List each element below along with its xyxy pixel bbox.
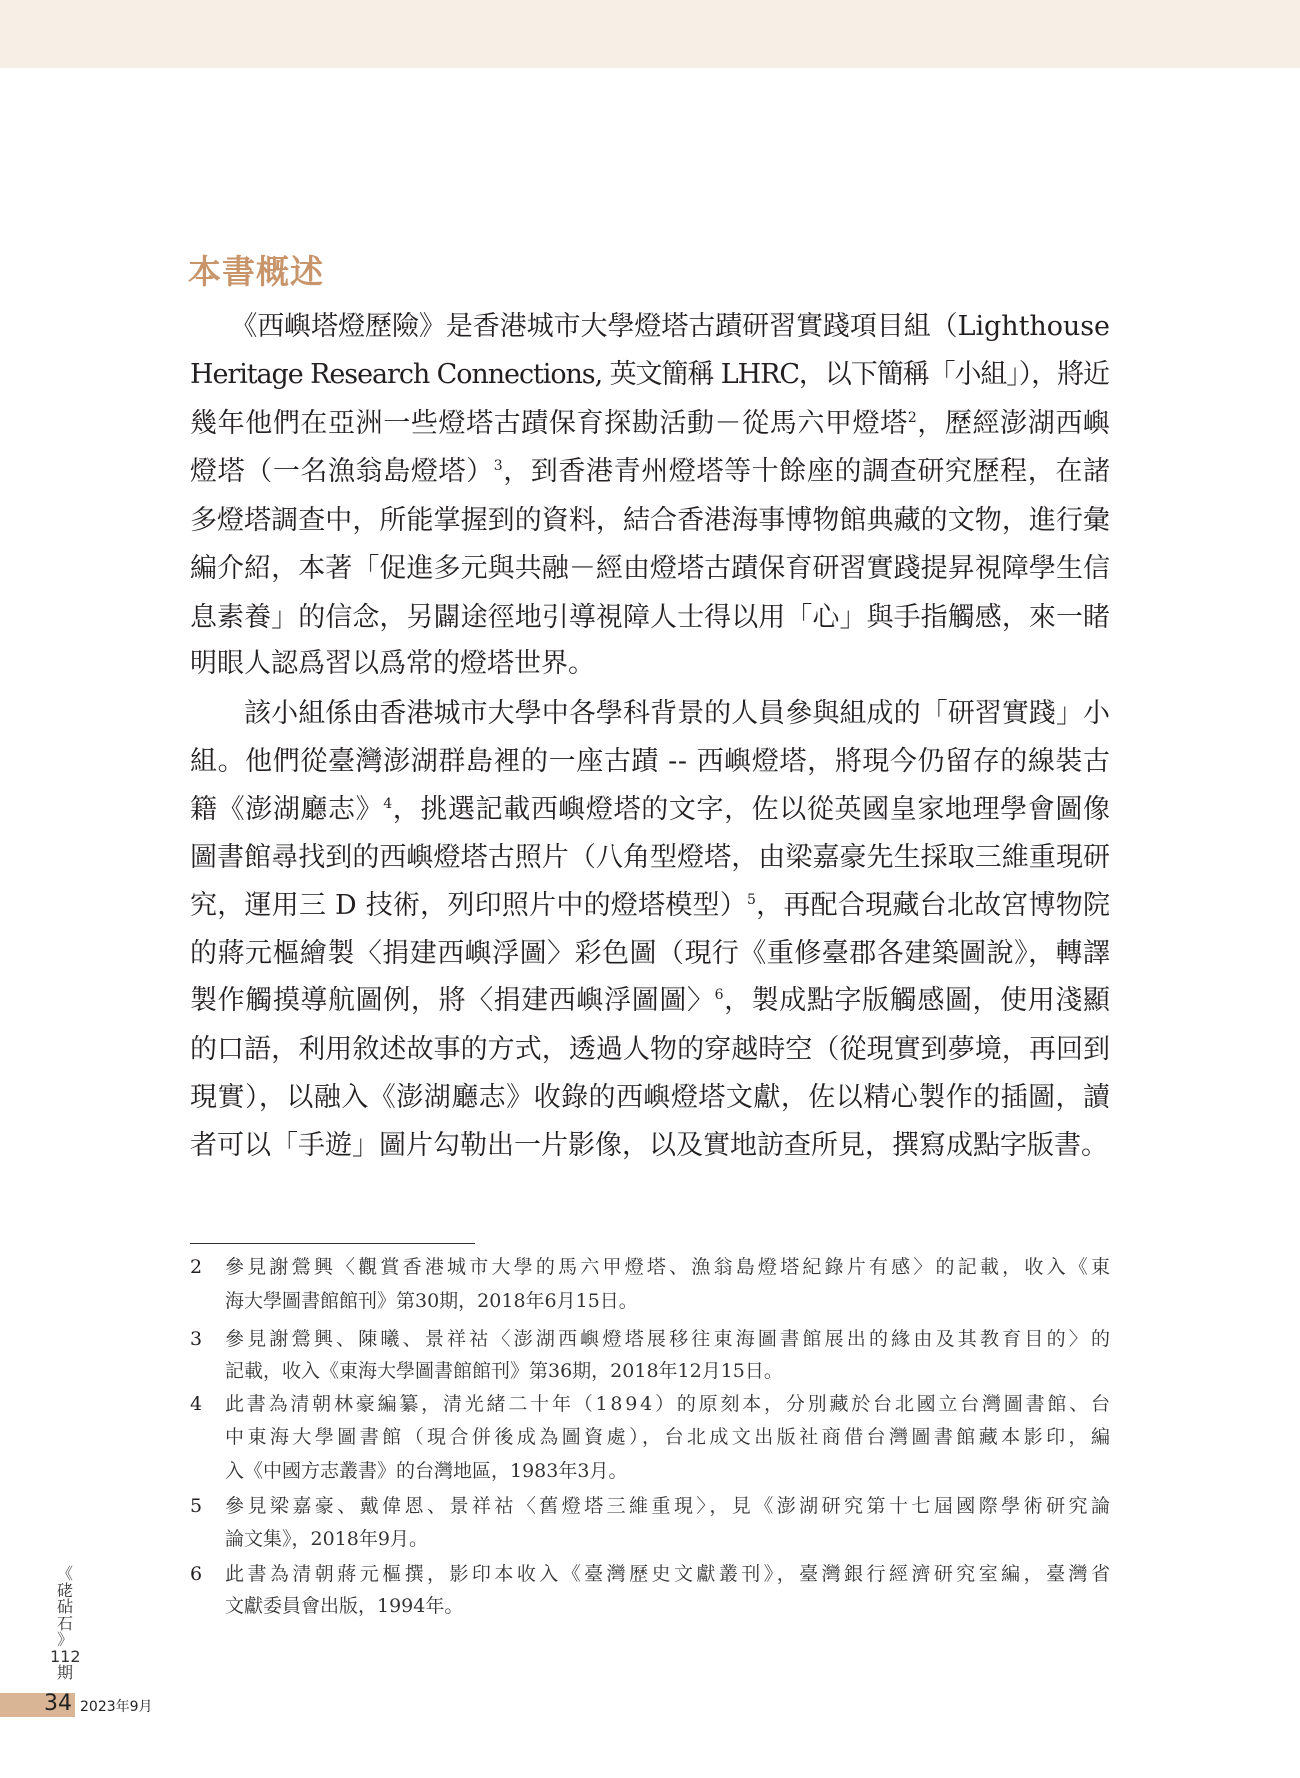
text-run: 的蔣元樞繪製〈捐建西嶼浮圖〉彩色圖（現行《重修臺郡各建築圖說》，轉譯 bbox=[190, 938, 1111, 969]
footnote-number: 6 bbox=[190, 1563, 203, 1585]
footnote-ref: 3 bbox=[493, 458, 504, 474]
journal-char: 《 bbox=[56, 1564, 73, 1583]
footnote-line: 參見梁嘉豪、戴偉恩、景祥祜〈舊燈塔三維重現〉，見《澎湖研究第十七屆國際學術研究論 bbox=[225, 1495, 1114, 1517]
journal-char: 砧 bbox=[56, 1597, 73, 1616]
footnote-line: 文獻委員會出版，1994年。 bbox=[225, 1595, 464, 1617]
journal-char: 112 bbox=[50, 1646, 81, 1666]
body-line bbox=[190, 697, 1110, 731]
text-run: 的口語，利用敘述故事的方式，透過人物的穿越時空（從現實到夢境，再回到 bbox=[190, 1034, 1111, 1065]
footnote-line: 參見謝鶯興〈觀賞香港城市大學的馬六甲燈塔、漁翁島燈塔紀錄片有感〉的記載，收入《東 bbox=[225, 1256, 1114, 1278]
text-run: 息素養」的信念，另闢途徑地引導視障人士得以用「心」與手指觸感，來一睹 bbox=[190, 602, 1111, 633]
text-run: ，製成點字版觸感圖，使用淺顯 bbox=[724, 985, 1111, 1016]
text-run: ，挑選記載西嶼燈塔的文字，佐以從英國皇家地理學會圖像 bbox=[392, 794, 1111, 825]
body-line bbox=[190, 793, 1111, 827]
footnote-divider bbox=[190, 1243, 475, 1244]
text-run: 幾年他們在亞洲一些燈塔古蹟保育探勘活動－從馬六甲燈塔 bbox=[190, 408, 908, 439]
footnote-number: 3 bbox=[190, 1328, 203, 1350]
header-band bbox=[0, 0, 1300, 68]
text-run: ，再配合現藏台北故宮博物院 bbox=[756, 890, 1111, 921]
footnote-number: 5 bbox=[190, 1495, 203, 1517]
body-line bbox=[190, 1129, 1108, 1163]
body-line bbox=[190, 504, 1110, 538]
journal-char: 石 bbox=[56, 1613, 73, 1633]
footnote-ref: 6 bbox=[714, 987, 725, 1003]
body-line bbox=[190, 1081, 1110, 1115]
body-line bbox=[190, 984, 1111, 1018]
footnote-line: 參見謝鶯興、陳曦、景祥祜〈澎湖西嶼燈塔展移往東海圖書館展出的緣由及其教育目的〉的 bbox=[225, 1328, 1114, 1350]
journal-char: 期 bbox=[56, 1663, 73, 1682]
text-run: Heritage Research Connections, 英文簡稱 LHRC，以下簡稱「小組」），將近 bbox=[190, 359, 1109, 390]
body-line bbox=[190, 310, 1110, 344]
section-title: 本書概述 bbox=[188, 252, 324, 291]
page-number: 34 bbox=[44, 1691, 72, 1716]
footnote-line: 中東海大學圖書館（現合併後成為圖資處），台北成文出版社商借台灣圖書館藏本影印，編 bbox=[225, 1426, 1114, 1448]
text-run: 現實），以融入《澎湖廳志》收錄的西嶼燈塔文獻，佐以精心製作的插圖，讀 bbox=[190, 1082, 1111, 1113]
text-run: 籍《澎湖廳志》 bbox=[190, 794, 384, 825]
footnote-line: 此書為清朝林豪編纂，清光緒二十年（1894）的原刻本，分別藏於台北國立台灣圖書館、台 bbox=[225, 1393, 1113, 1415]
text-run: 《西嶼塔燈歷險》是香港城市大學燈塔古蹟研習實踐項目組（Lighthouse bbox=[190, 311, 1110, 342]
body-line bbox=[190, 455, 1111, 489]
journal-char: 硓 bbox=[56, 1580, 73, 1600]
text-run: 圖書館尋找到的西嶼燈塔古照片（八角型燈塔，由梁嘉豪先生採取三維重現研 bbox=[190, 842, 1111, 873]
footnote-line: 海大學圖書館館刊》第30期，2018年6月15日。 bbox=[225, 1290, 638, 1312]
text-run: 明眼人認爲習以爲常的燈塔世界。 bbox=[190, 648, 595, 679]
text-run: 究，運用三 D 技術，列印照片中的燈塔模型） bbox=[190, 890, 748, 921]
footnote-ref: 2 bbox=[907, 410, 918, 426]
body-line bbox=[190, 407, 1111, 441]
body-line bbox=[190, 889, 1110, 923]
footnote-line: 記載，收入《東海大學圖書館館刊》第36期，2018年12月15日。 bbox=[225, 1360, 783, 1382]
body-line bbox=[190, 358, 1109, 392]
text-run: 多燈塔調查中，所能掌握到的資料，結合香港海事博物館典藏的文物，進行彙 bbox=[190, 505, 1111, 536]
text-run: 該小組係由香港城市大學中各學科背景的人員參與組成的「研習實踐」小 bbox=[190, 698, 1111, 729]
body-line bbox=[190, 937, 1110, 971]
journal-name-vertical bbox=[50, 1566, 80, 1682]
journal-char: 》 bbox=[56, 1630, 73, 1649]
text-run: ，歷經澎湖西嶼 bbox=[917, 408, 1111, 439]
body-line bbox=[190, 647, 595, 681]
body-line bbox=[190, 552, 1110, 586]
footnote-line: 論文集》，2018年9月。 bbox=[225, 1528, 428, 1550]
body-line bbox=[190, 1033, 1110, 1067]
body-line bbox=[190, 745, 1111, 779]
text-run: 燈塔（一名漁翁島燈塔） bbox=[190, 456, 494, 487]
footnote-ref: 5 bbox=[747, 892, 757, 908]
text-run: ，到香港青州燈塔等十餘座的調查研究歷程，在諸 bbox=[503, 456, 1111, 487]
footnote-number: 2 bbox=[190, 1256, 203, 1278]
issue-date: 2023年9月 bbox=[80, 1699, 153, 1715]
text-run: 編介紹，本著「促進多元與共融－經由燈塔古蹟保育研習實踐提昇視障學生信 bbox=[190, 553, 1111, 584]
footnote-line: 入《中國方志叢書》的台灣地區，1983年3月。 bbox=[225, 1460, 628, 1482]
text-run: 製作觸摸導航圖例，將〈捐建西嶼浮圖圖〉 bbox=[190, 985, 715, 1016]
body-line bbox=[190, 601, 1110, 635]
footnote-number: 4 bbox=[190, 1393, 203, 1415]
text-run: 者可以「手遊」圖片勾勒出一片影像，以及實地訪查所見，撰寫成點字版書。 bbox=[190, 1130, 1108, 1161]
body-line bbox=[190, 841, 1110, 875]
footnote-ref: 4 bbox=[383, 796, 393, 812]
text-run: 組。他們從臺灣澎湖群島裡的一座古蹟 -- 西嶼燈塔，將現今仍留存的線裝古 bbox=[190, 746, 1111, 777]
footnote-line: 此書為清朝蔣元樞撰，影印本收入《臺灣歷史文獻叢刊》，臺灣銀行經濟研究室編，臺灣省 bbox=[225, 1563, 1114, 1585]
